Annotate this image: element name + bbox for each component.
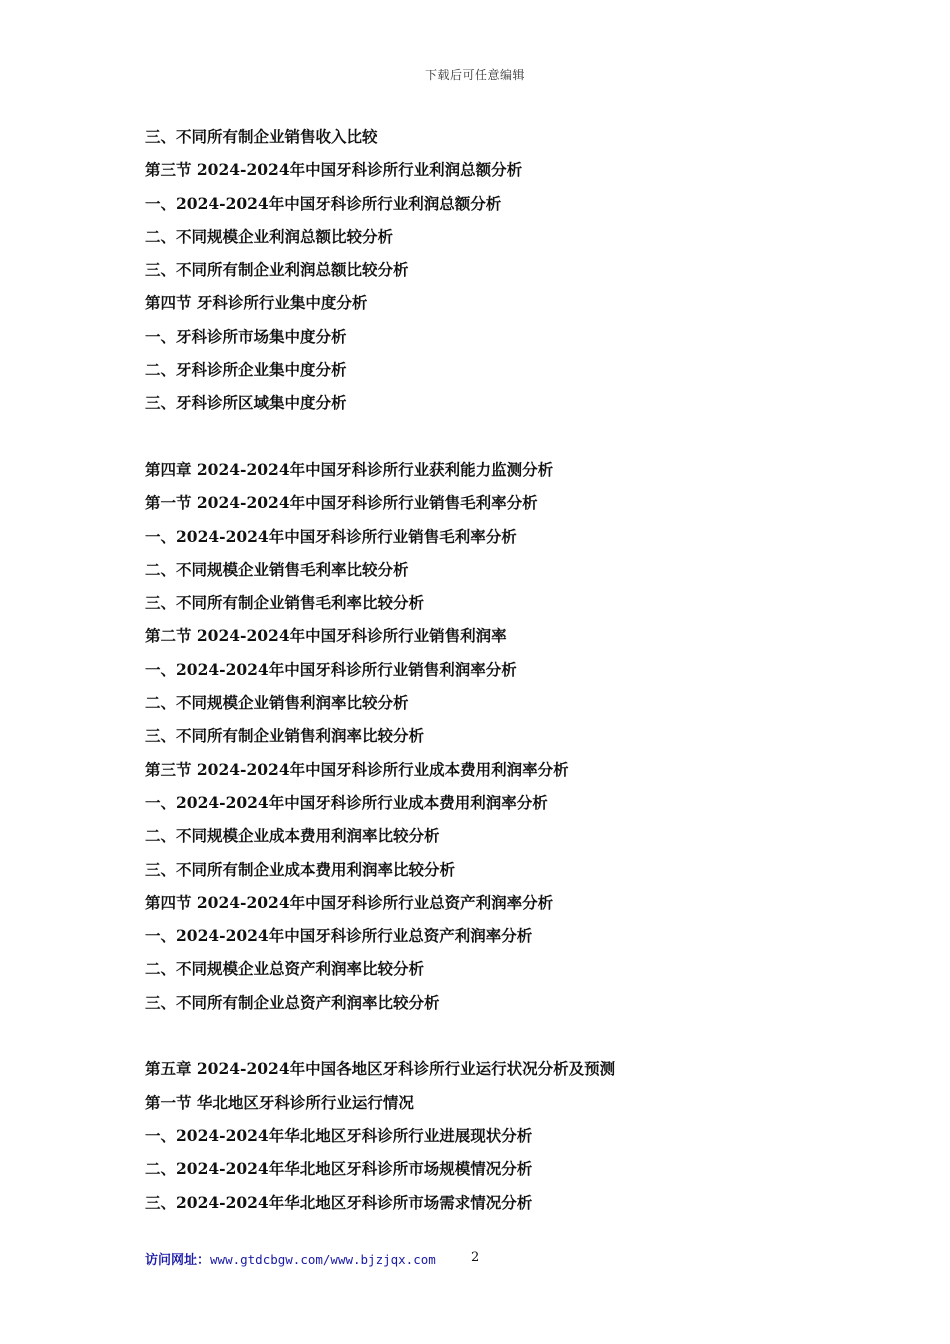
toc-entry: 三、不同所有制企业销售毛利率比较分析	[145, 593, 425, 613]
toc-entry: 第一节 华北地区牙科诊所行业运行情况	[145, 1092, 414, 1112]
toc-entry: 二、不同规模企业利润总额比较分析	[145, 226, 394, 246]
toc-entry: 二、不同规模企业销售毛利率比较分析	[145, 559, 409, 579]
footer-visit-url[interactable]	[145, 1249, 436, 1268]
toc-spacer	[145, 424, 865, 457]
toc-entry: 三、2024-2024年华北地区牙科诊所市场需求情况分析	[145, 1192, 533, 1212]
toc-entry: 第三节 2024-2024年中国牙科诊所行业利润总额分析	[145, 160, 523, 180]
toc-entry: 二、2024-2024年华北地区牙科诊所市场规模情况分析	[145, 1159, 533, 1179]
toc-entry: 第五章 2024-2024年中国各地区牙科诊所行业运行状况分析及预测	[145, 1059, 616, 1079]
toc-entry: 三、不同所有制企业总资产利润率比较分析	[145, 992, 440, 1012]
toc-entry: 三、不同所有制企业销售收入比较	[145, 127, 378, 146]
toc-entry: 二、不同规模企业成本费用利润率比较分析	[145, 826, 440, 846]
toc-entry: 三、牙科诊所区域集中度分析	[145, 393, 347, 413]
toc-entry: 三、不同所有制企业利润总额比较分析	[145, 260, 409, 280]
toc-entry: 二、不同规模企业销售利润率比较分析	[145, 693, 409, 713]
toc-entry: 二、牙科诊所企业集中度分析	[145, 360, 347, 380]
toc-entry: 第四节 2024-2024年中国牙科诊所行业总资产利润率分析	[145, 892, 554, 912]
page-number: 2	[471, 1250, 480, 1265]
toc-entry: 第四章 2024-2024年中国牙科诊所行业获利能力监测分析	[145, 459, 554, 479]
page-header-note: 下载后可任意编辑	[424, 68, 525, 82]
toc-spacer	[145, 1023, 865, 1056]
toc-entry: 第一节 2024-2024年中国牙科诊所行业销售毛利率分析	[145, 493, 538, 513]
toc-entry: 二、不同规模企业总资产利润率比较分析	[145, 959, 425, 979]
toc-entry: 一、2024-2024年中国牙科诊所行业销售利润率分析	[145, 659, 517, 679]
toc-entry: 第四节 牙科诊所行业集中度分析	[145, 293, 368, 313]
toc-entry: 一、2024-2024年中国牙科诊所行业利润总额分析	[145, 193, 502, 213]
toc-entry: 第三节 2024-2024年中国牙科诊所行业成本费用利润率分析	[145, 759, 569, 779]
toc-entry: 一、2024-2024年中国牙科诊所行业销售毛利率分析	[145, 526, 517, 546]
table-of-contents	[145, 124, 865, 1223]
toc-entry: 一、2024-2024年中国牙科诊所行业总资产利润率分析	[145, 926, 533, 946]
toc-entry: 一、2024-2024年中国牙科诊所行业成本费用利润率分析	[145, 792, 548, 812]
footer-url-link[interactable]: www.gtdcbgw.com/www.bjzjqx.com	[210, 1252, 436, 1267]
toc-entry: 三、不同所有制企业成本费用利润率比较分析	[145, 859, 456, 879]
toc-entry: 三、不同所有制企业销售利润率比较分析	[145, 726, 425, 746]
toc-entry: 第二节 2024-2024年中国牙科诊所行业销售利润率	[145, 626, 507, 646]
toc-entry: 一、2024-2024年华北地区牙科诊所行业进展现状分析	[145, 1125, 533, 1145]
toc-entry: 一、牙科诊所市场集中度分析	[145, 326, 347, 346]
footer-label: 访问网址：	[145, 1253, 211, 1268]
